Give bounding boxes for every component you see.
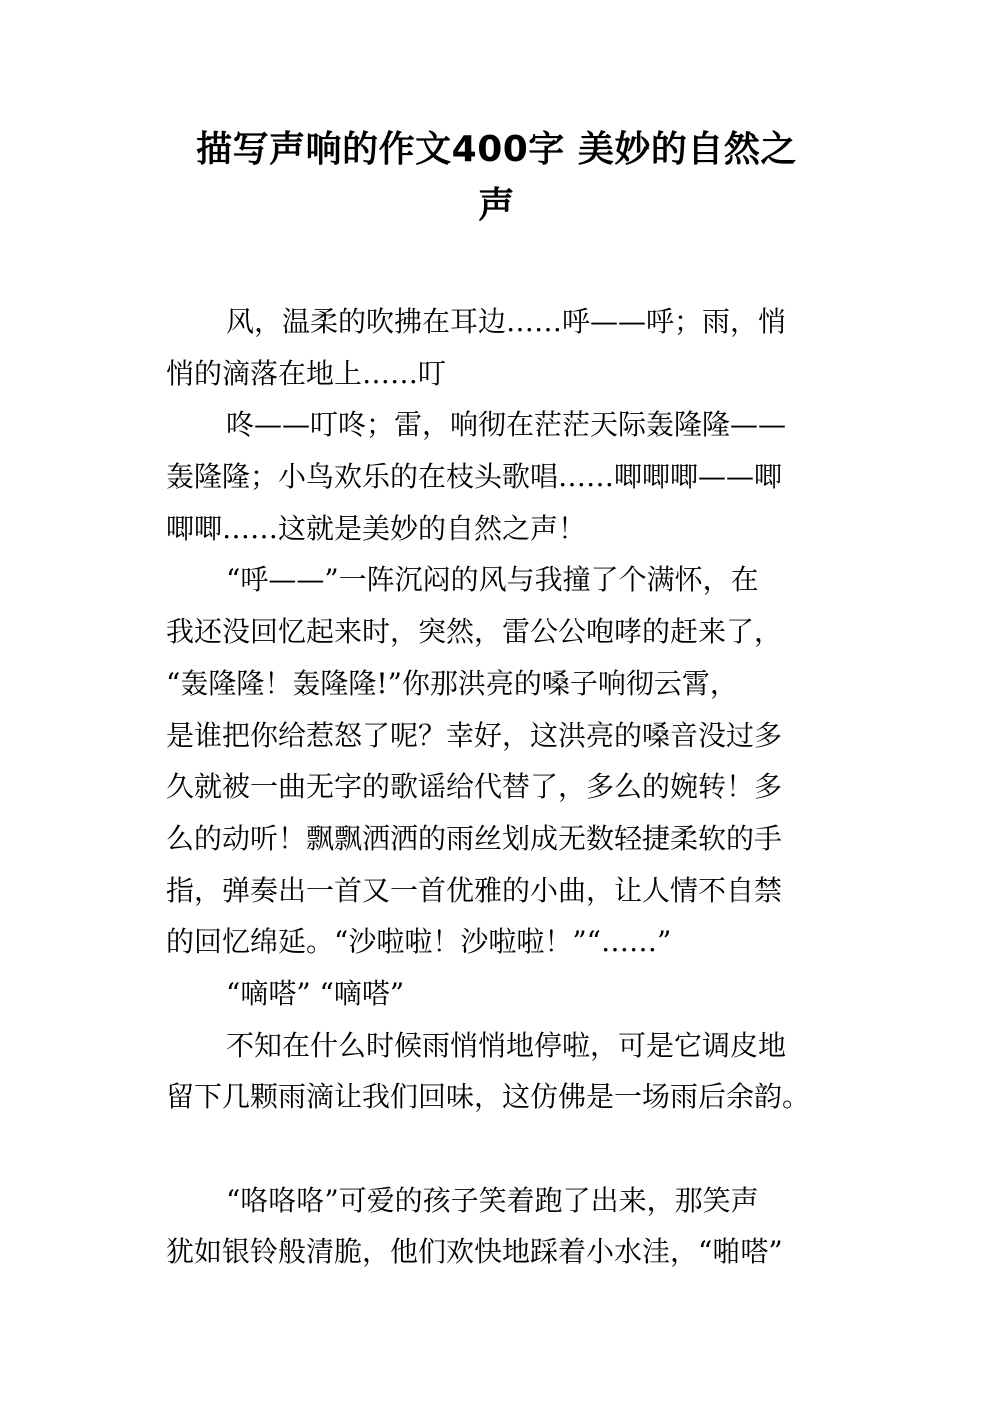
title-line-1: 描写声响的作文400字 美妙的自然之 — [196, 129, 797, 170]
essay-body — [166, 296, 866, 1278]
text-line: “嘀嗒” “嘀嗒” — [226, 976, 405, 1010]
text-line: 犹如银铃般清脆，他们欢快地踩着小水洼，“啪嗒” — [166, 1235, 783, 1269]
text-line: 咚——叮咚；雷，响彻在茫茫天际轰隆隆—— — [226, 408, 787, 442]
text-line: 久就被一曲无字的歌谣给代替了，多么的婉转！多 — [166, 770, 783, 804]
paragraph-gap — [166, 1123, 866, 1175]
text-line: 指，弹奏出一首又一首优雅的小曲，让人情不自禁 — [166, 873, 783, 907]
text-line: 唧唧……这就是美妙的自然之声！ — [166, 511, 587, 545]
text-line: 不知在什么时候雨悄悄地停啦，可是它调皮地 — [226, 1028, 787, 1062]
text-line: “轰隆隆！轰隆隆!”你那洪亮的嗓子响彻云霄， — [166, 666, 738, 700]
text-line: 是谁把你给惹怒了呢？幸好，这洪亮的嗓音没过多 — [166, 718, 783, 752]
text-line: 么的动听！飘飘洒洒的雨丝划成无数轻捷柔软的手 — [166, 821, 783, 855]
text-line: “呼——”一阵沉闷的风与我撞了个满怀，在 — [226, 563, 759, 597]
text-line: 我还没回忆起来时，突然，雷公公咆哮的赶来了， — [166, 615, 783, 649]
text-line: 悄的滴落在地上……叮 — [166, 356, 447, 390]
text-line: 轰隆隆；小鸟欢乐的在枝头歌唱……唧唧唧——唧 — [166, 460, 783, 494]
title-line-2: 声 — [478, 185, 515, 226]
text-line: 的回忆绵延。“沙啦啦！沙啦啦！”“……” — [166, 925, 672, 959]
text-line: 留下几颗雨滴让我们回味，这仿佛是一场雨后余韵。 — [166, 1080, 811, 1114]
text-line: “咯咯咯”可爱的孩子笑着跑了出来，那笑声 — [226, 1183, 759, 1217]
page-title — [150, 122, 843, 234]
text-line: 风，温柔的吹拂在耳边……呼——呼；雨，悄 — [226, 305, 787, 338]
